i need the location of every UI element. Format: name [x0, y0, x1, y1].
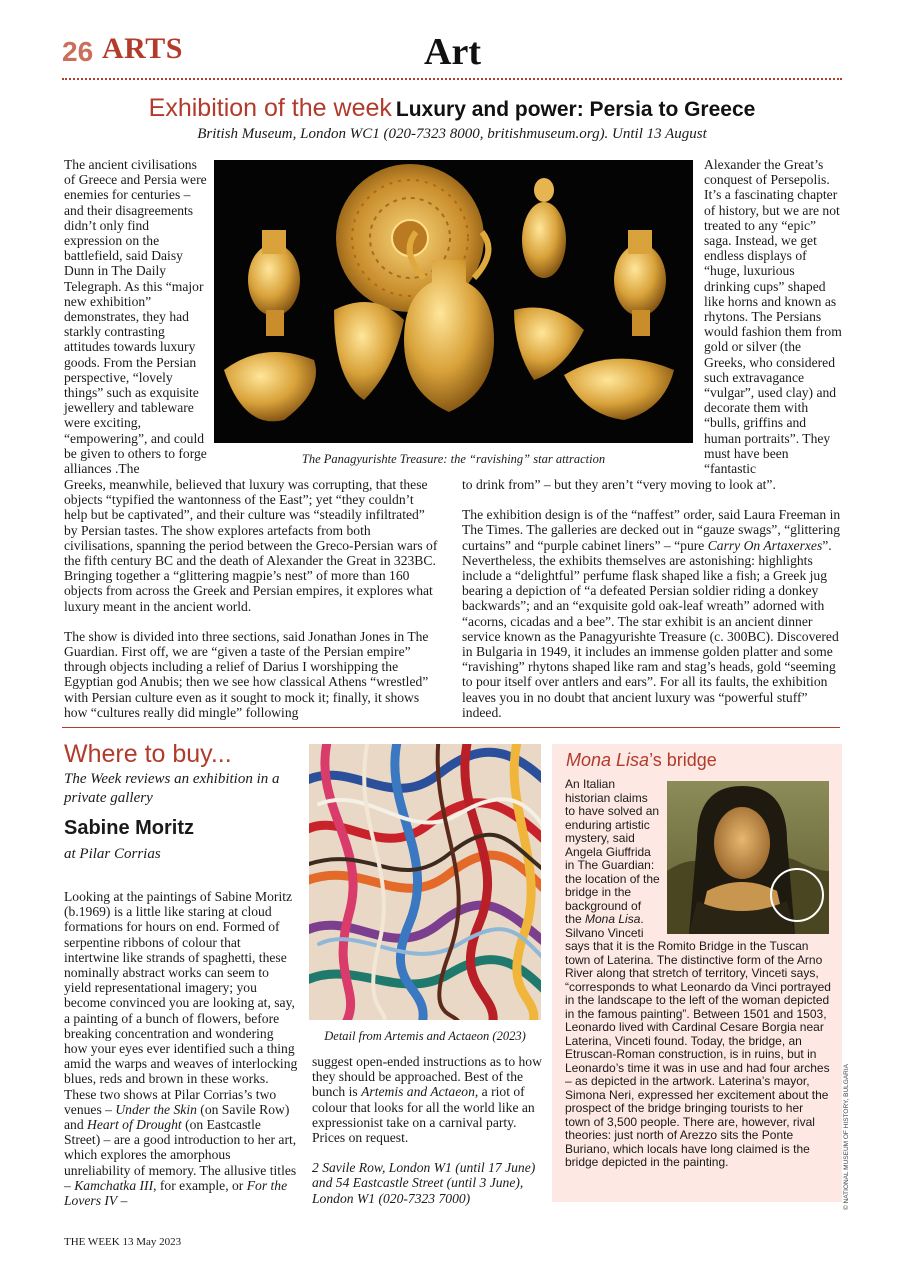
article-paragraph — [64, 889, 299, 1208]
gallery-address — [312, 1160, 542, 1206]
exhibition-column-left — [64, 477, 440, 720]
mona-lisa-title — [566, 750, 717, 771]
abstract-painting-illustration — [309, 744, 541, 1020]
mona-lisa-text — [565, 778, 831, 1170]
article-paragraph — [312, 1054, 542, 1145]
article-paragraph — [462, 507, 842, 720]
text-run: The exhibition design is of the “naffest” order, said Laura Freeman in The Times. The galleries are decked out in “gauze swags”, “glittering curtains” and “purple cabinet liners” – “pure — [462, 507, 841, 553]
text-run-italic: Mona Lisa — [585, 912, 641, 926]
page-number: 26 — [62, 36, 94, 67]
photo-credit: © NATIONAL MUSEUM OF HISTORY, BULGARIA — [843, 1063, 850, 1210]
exhibition-venue: British Museum, London WC1 (020-7323 8000, britishmuseum.org). Until 13 August — [197, 126, 707, 142]
article-paragraph: The ancient civilisations of Greece and Persia were enemies for centuries – and their disagreements didn’t only find expression on the battlefield, said Daisy Dunn in The Daily Telegraph. As this “major new exhibition” demonstrates, they had starkly contrasting attitudes towards luxury goods. From the Persian perspective, “lovely things” such as exquisite jewellery and tableware were exciting, “empowering”, and could be given to others to forge alliances .The — [64, 157, 207, 477]
section-label: ARTS — [102, 32, 183, 65]
artemis-actaeon-painting — [309, 744, 541, 1020]
text-run-italic: Artemis and Actaeon — [361, 1084, 475, 1100]
where-to-buy-title: Where to buy... — [64, 740, 232, 768]
text-run: . Silvano Vinceti says that it is the Romito Bridge in the Tuscan town of Laterina. The distinctive form of the Arno River along that stretch of territory, Vinceti says, “corresponds to what Leonardo da Vinci portrayed in the landscape to the left of the woman depicted in the famous painting”. Between 1501 and 1503, Leonardo lived with Cardinal Cesare Borgia near Laterina, Vinceti found. Today, the bridge, an Etruscan-Roman construction, is in ruins, but in Leonardo’s time it was in use and had four arches – as depicted in the artwork. Laterina’s mayor, Simona Neri, expressed her excitement about the prospect of the bridge bringing tourists to her town of 3,500 people. There are, however, rival theories: just north of Arezzo sits the Ponte Buriano, which locals have long claimed is the bridge depicted in the painting. — [565, 912, 831, 1169]
text-run: (on Savile Row) and — [64, 1101, 290, 1133]
article-paragraph: The show is divided into three sections, said Jonathan Jones in The Guardian. First off, we are “given a taste of the Persian empire” through objects including a relief of Darius I worshipping the Egyptian god Anubis; then we see how classical Athens “wrestled” with Persian culture even as it sought to mock it; finally, it shows how “cultures really did mingle” following — [64, 628, 429, 720]
text-run: An Italian historian claims to have solved an enduring artistic mystery, said Angela Giuffrida in The Guardian: the location of the bridge in the background of the — [565, 777, 660, 926]
text-run-italic: Carry On Artaxerxes — [707, 537, 823, 553]
painting-caption: Detail from Artemis and Actaeon (2023) — [324, 1029, 526, 1043]
article-paragraph: Greeks, meanwhile, believed that luxury was corrupting, that these objects “typified the wantonness of the East”; yet “they couldn’t help but be captivated”, and their culture was “steadily infiltrated” by Persian tastes. The show explores artefacts from both civilisations, spanning the period between the Greco-Persian wars of the fifth century BC and the death of Alexander the Great in 323BC. Bringing together a “glittering magpie’s nest” of more than 160 objects from across the Greek and Persian empires, it explores what luxury meant in the ancient world. — [64, 477, 438, 614]
text-run: Looking at the paintings of Sabine Moritz (b.1969) is a little like staring at cloud formations for hours on end. Formed of serpentine ribbons of colour that intertwine like strands of spaghetti, these nominally abstract works can seem to yield representational imagery; you become convinced you are looking at, say, a painting of a bunch of flowers, before breaking concentration and wondering how your eyes ever identified such a thing amid the warps and weaves of interlocking blues, reds and brown in these works. These two shows at Pilar Corrias’s two venues – — [64, 889, 298, 1117]
page-title: Art — [424, 31, 481, 73]
text-run: – — [117, 1193, 128, 1209]
article-paragraph: Alexander the Great’s conquest of Persepolis. It’s a fascinating chapter of history, but we are not treated to any “epic” saga. Instead, we get endless displays of “huge, luxurious drinking cups” shaped like horns and known as rhytons. The Persians would fashion them from gold or silver (the Greeks, who considered such extravagance “vulgar”, used clay) and decorate them with “bulls, griffins and human portraits”. They must have been “fantastic — [704, 157, 842, 477]
exhibition-column-right — [462, 477, 842, 720]
title-italic: Mona Lisa — [566, 750, 650, 770]
text-run-italic: Heart of Drought — [87, 1117, 182, 1133]
exhibition-kicker: Exhibition of the week — [148, 94, 392, 122]
exhibition-column-left-top — [64, 157, 209, 476]
gallery-name: at Pilar Corrias — [64, 846, 161, 862]
footer-issue: THE WEEK 13 May 2023 — [64, 1236, 182, 1248]
where-to-buy-subtitle: The Week reviews an exhibition in a private gallery — [64, 771, 280, 806]
treasure-caption: The Panagyurishte Treasure: the “ravishing” star attraction — [301, 452, 606, 466]
photo-spacer — [661, 778, 831, 938]
text-run: suggest open-ended instructions as to how they should be approached. Best of the bunch is — [312, 1054, 542, 1100]
title-rest: ’s bridge — [649, 750, 717, 770]
exhibition-headline: Luxury and power: Persia to Greece — [395, 98, 756, 121]
text-run: , for example, or — [153, 1177, 247, 1193]
exhibition-column-right-top — [704, 157, 844, 476]
text-run-italic: For the Lovers IV — [64, 1177, 288, 1209]
exhibition-heading — [62, 94, 842, 123]
text-run: ”. Nevertheless, the exhibits themselves are astonishing: highlights include a “delightful” perfume flask shaped like a fish; a Greek jug bearing a depiction of “a defeated Persian soldier riding a donkey backwards”; and an “exquisite gold oak-leaf wreath” adorned with “acorns, cicadas and a bee”. The star exhibit is an ancient dinner service known as the Panagyurishte Treasure (c. 300BC). Discovered in Bulgaria in 1949, it includes an immense golden platter and some “ravishing” rhytons shaped like ram and stag’s heads, gold “seeming to pour itself over antlers and ears”. For all its faults, the exhibition leaves you in no doubt that ancient luxury was “powerful stuff” indeed. — [462, 537, 839, 720]
where-to-buy-column-2 — [312, 1054, 542, 1206]
text-run-italic: Kamchatka III — [74, 1177, 154, 1193]
header-rule — [62, 78, 842, 80]
text-run-italic: Under the Skin — [115, 1101, 197, 1117]
treasure-photo — [214, 160, 693, 443]
text-run: (on Eastcastle Street) – are a good introduction to her art, which explores the amorphous unreliability of memory. The allusive titles – — [64, 1117, 297, 1193]
artist-name: Sabine Moritz — [64, 817, 195, 839]
gold-treasure-illustration — [214, 160, 693, 443]
address-text: 2 Savile Row, London W1 (until 17 June) and 54 Eastcastle Street (until 3 June), London W1 (020-7323 7000) — [312, 1160, 536, 1206]
where-to-buy-column-1 — [64, 889, 299, 1208]
article-paragraph: to drink from” – but they aren’t “very moving to look at”. — [462, 477, 776, 492]
section-divider — [62, 727, 840, 728]
text-run: , a riot of colour that looks for all the world like an expressionist take on a carnival party. Prices on request. — [312, 1084, 535, 1146]
